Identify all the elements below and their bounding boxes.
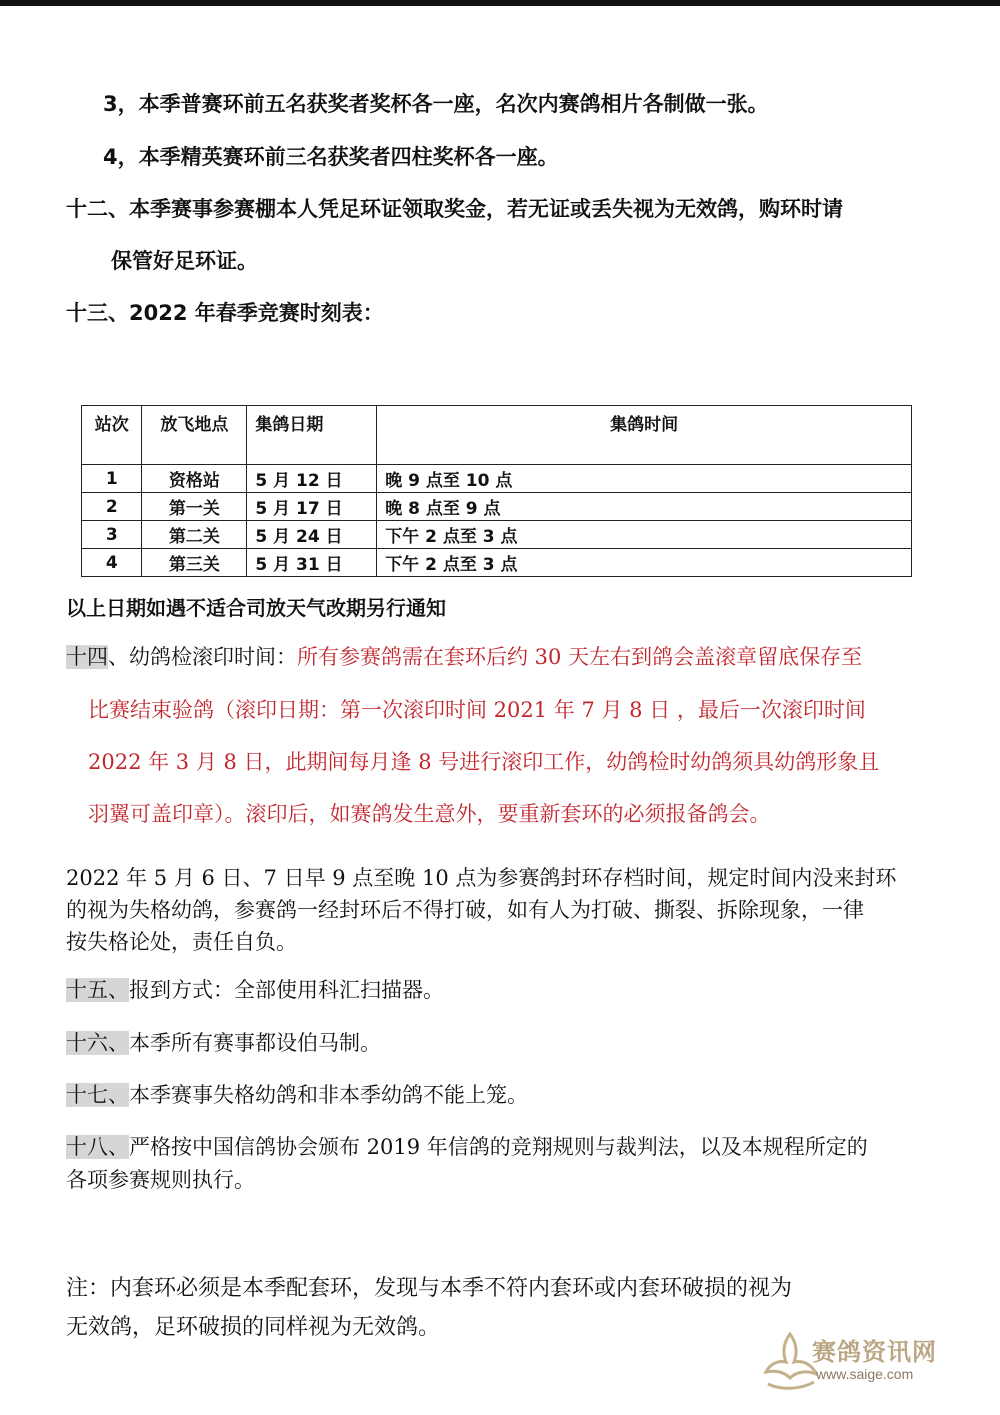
section-12 (66, 193, 843, 223)
item-4 (103, 141, 559, 171)
table-row (82, 465, 912, 493)
cell-place: 第二关 (142, 521, 247, 549)
cell-date: 5 月 24 日 (247, 521, 377, 549)
header-cell: 集鸽日期 (247, 406, 377, 465)
header-cell: 放飞地点 (142, 406, 247, 465)
cell-time: 下午 2 点至 3 点 (377, 549, 912, 577)
item-number: 3， (103, 92, 139, 116)
watermark (760, 1328, 975, 1398)
section-14-line-4: 羽翼可盖印章）。滚印后，如赛鸽发生意外，要重新套环的必须报备鸽会。 (88, 802, 771, 826)
section-highlight-text: 所有参赛鸽需在套环后约 30 天左右到鸽会盖滚章留底保存至 (297, 645, 863, 669)
section-12-continued: 保管好足环证。 (111, 249, 258, 273)
cell-station: 2 (82, 493, 142, 521)
section-14-line-2: 比赛结束验鸽（滚印日期：第一次滚印时间 2021 年 7 月 8 日 ，最后一次滚印时间 (88, 698, 866, 722)
cell-date: 5 月 12 日 (247, 465, 377, 493)
cell-station: 1 (82, 465, 142, 493)
section-separator: 、 (108, 645, 129, 669)
section-label: 十五、 (66, 978, 129, 1002)
seal-paragraph-line-1: 2022 年 5 月 6 日、7 日早 9 点至晚 10 点为参赛鸽封环存档时间，规定时间内没来封环 (66, 866, 897, 890)
section-text: 2022 年春季竞赛时刻表： (129, 301, 384, 325)
schedule-note: 以上日期如遇不适合司放天气改期另行通知 (66, 596, 446, 620)
section-lead: 幼鸽检滚印时间： (129, 645, 297, 669)
table-row (82, 493, 912, 521)
section-13 (66, 297, 384, 327)
schedule-table (81, 405, 912, 577)
section-text: 本季赛事参赛棚本人凭足环证领取奖金，若无证或丢失视为无效鸽，购环时请 (129, 197, 843, 221)
section-text: 本季所有赛事都设伯马制。 (129, 1031, 381, 1055)
pigeon-logo-icon (760, 1328, 820, 1394)
section-text: 本季赛事失格幼鸽和非本季幼鸽不能上笼。 (129, 1083, 528, 1107)
section-14 (66, 641, 862, 671)
seal-paragraph-line-2: 的视为失格幼鸽，参赛鸽一经封环后不得打破，如有人为打破、撕裂、拆除现象，一律 (66, 898, 864, 922)
section-text: 报到方式：全部使用科汇扫描器。 (129, 978, 444, 1002)
item-text: 本季普赛环前五名获奖者奖杯各一座，名次内赛鸽相片各制做一张。 (138, 92, 769, 116)
item-text: 本季精英赛环前三名获奖者四柱奖杯各一座。 (138, 145, 559, 169)
cell-place: 第一关 (142, 493, 247, 521)
watermark-name: 赛鸽资讯网 (812, 1338, 937, 1366)
section-14-line-3: 2022 年 3 月 8 日，此期间每月逢 8 号进行滚印工作，幼鸽检时幼鸽须具幼鸽形象且 (88, 750, 880, 774)
header-cell: 站次 (82, 406, 142, 465)
section-16 (66, 1027, 381, 1057)
footnote-line-2: 无效鸽，足环破损的同样视为无效鸽。 (66, 1315, 441, 1340)
section-label: 十六、 (66, 1031, 129, 1055)
cell-time: 晚 8 点至 9 点 (377, 493, 912, 521)
top-border (0, 0, 1000, 6)
section-label: 十四 (66, 645, 108, 669)
table-row (82, 549, 912, 577)
footnote-line-1: 注：内套环必须是本季配套环，发现与本季不符内套环或内套环破损的视为 (66, 1276, 793, 1301)
section-text: 严格按中国信鸽协会颁布 2019 年信鸽的竞翔规则与裁判法，以及本规程所定的 (129, 1135, 868, 1159)
section-15 (66, 974, 444, 1004)
cell-date: 5 月 17 日 (247, 493, 377, 521)
item-3 (103, 88, 769, 118)
cell-place: 第三关 (142, 549, 247, 577)
section-17 (66, 1079, 528, 1109)
section-label: 十七、 (66, 1083, 129, 1107)
section-18 (66, 1131, 868, 1161)
table-header-row (82, 406, 912, 465)
section-label: 十三、 (66, 301, 129, 325)
cell-station: 3 (82, 521, 142, 549)
cell-place: 资格站 (142, 465, 247, 493)
section-18-continued: 各项参赛规则执行。 (66, 1168, 255, 1192)
section-label: 十二、 (66, 197, 129, 221)
cell-date: 5 月 31 日 (247, 549, 377, 577)
section-label: 十八、 (66, 1135, 129, 1159)
item-number: 4， (103, 145, 139, 169)
cell-station: 4 (82, 549, 142, 577)
seal-paragraph-line-3: 按失格论处，责任自负。 (66, 930, 297, 954)
header-cell: 集鸽时间 (377, 406, 912, 465)
table-row (82, 521, 912, 549)
cell-time: 晚 9 点至 10 点 (377, 465, 912, 493)
cell-time: 下午 2 点至 3 点 (377, 521, 912, 549)
watermark-url: www.saige.com (816, 1366, 914, 1382)
